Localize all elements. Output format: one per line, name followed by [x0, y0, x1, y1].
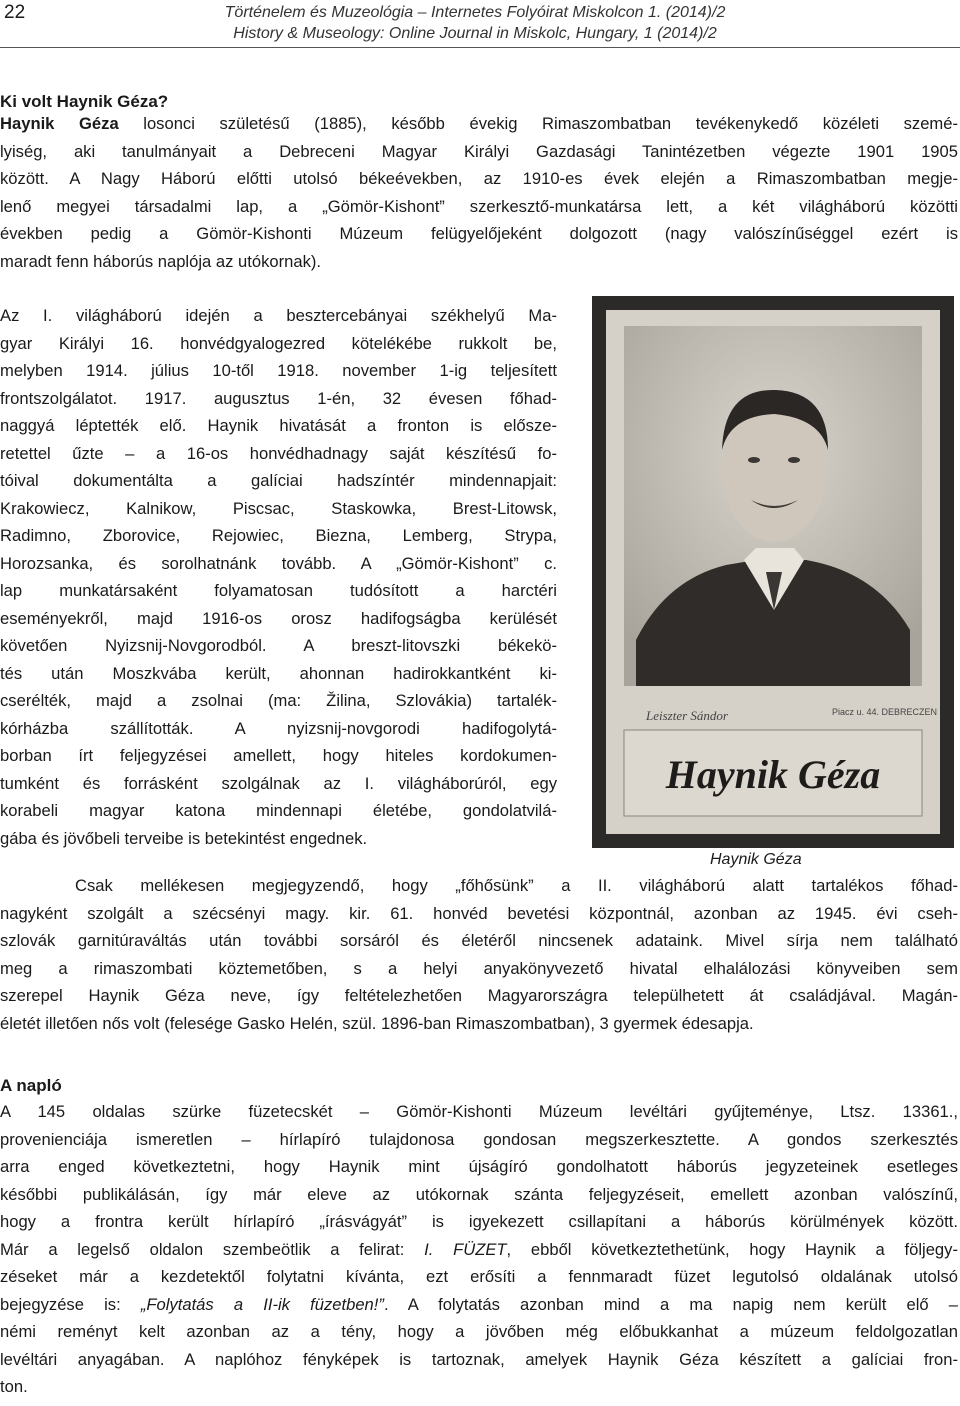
- text-line: Az I. világháború idején a besztercebányai székhelyű Ma-: [0, 306, 557, 325]
- text-line: A 145 oldalas szürke füzetecskét – Gömör-Kishonti Múzeum levéltári gyűjteménye, Ltsz. 13361.,: [0, 1102, 958, 1121]
- text-line: levéltári anyagában. A naplóhoz fényképek is tartoznak, amelyek Haynik Géza készített a galíciai fron-: [0, 1349, 958, 1369]
- text-line: lap munkatársaként folyamatosan tudósított a harctéri: [0, 581, 557, 600]
- text-line: meg a rimaszombati köztemetőben, s a helyi anyakönyvezető hivatal elhalálozási könyveiben sem: [0, 958, 958, 978]
- text-line: lenő megyei társadalmi lap, a „Gömör-Kishont” szerkesztő-munkatársa lett, a két világháború közötti: [0, 196, 958, 216]
- text-line: naggyá léptették elő. Haynik hivatását a fronton is előszе-: [0, 416, 557, 435]
- text-line: életét illetően nős volt (felesége Gasko Helén, szül. 1896-ban Rimaszombatban), 3 gyermek édesapja.: [0, 1013, 754, 1033]
- section-heading-ki-volt: Ki volt Haynik Géza?: [0, 92, 169, 111]
- text-fragment: . A folytatás azonban mind a ma napig nem került elő –: [383, 1294, 959, 1314]
- text-line: kórházba szállították. A nyizsnij-novgorodi hadifogolytá-: [0, 718, 557, 738]
- text-line: Krakowiecz, Kalnikow, Piscsac, Staskowka, Brest-Litowsk,: [0, 498, 557, 518]
- text-line: Radimno, Zborovice, Rejowiec, Biezna, Lemberg, Strypa,: [0, 526, 557, 545]
- text-line: gába és jövőbeli terveibe is betekintést engednek.: [0, 828, 368, 848]
- text-line: melyben 1914. július 10-től 1918. november 1-ig teljesített: [0, 361, 557, 380]
- text-line: tés után Moszkvába került, ahonnan hadirokkantként ki-: [0, 663, 557, 683]
- paragraph-intro: [0, 110, 958, 275]
- text-line: provenienciája ismeretlen – hírlapíró tulajdonosa gondosan megszerkesztette. A gondos szerkesztés: [0, 1129, 958, 1149]
- text-line: lyiség, aki tanulmányait a Debreceni Magyar Királyi Gazdasági Tanintézetben végezte 1901 1905: [0, 141, 958, 161]
- text-line: tumként és forrásként szolgálnak az I. világháborúról, egy: [0, 773, 557, 793]
- text-line: zéseket már a kezdetektől folytatni kívánta, ezt erősíti a fennmaradt füzet legutolsó oldalának utolsó: [0, 1267, 958, 1286]
- text-line: frontszolgálatot. 1917. augusztus 1-én, 32 évesen főhad-: [0, 388, 557, 408]
- text-line: retettel űzte – a 16-os honvédhadnagy saját készítésű fo-: [0, 443, 557, 463]
- text-line: Horozsanka, és sorolhatnánk tovább. A „Gömör-Kishont” c.: [0, 553, 557, 573]
- text-line: szlovák garnitúraváltás után további sorsáról és életéről nincsenek adataink. Mivel sírja nem található: [0, 931, 958, 950]
- text-fragment: , ebből következtethetünk, hogy Haynik a följegy-: [506, 1239, 958, 1259]
- text-line: [0, 110, 958, 138]
- text-fragment: losonci születésű (1885), később évekig Rimaszombatban tevékenykedő közéleti szemé-: [118, 114, 958, 133]
- text-line: tóival dokumentálta a galíciai hadszíntér mindennapjait:: [0, 471, 557, 490]
- text-line: hogy a frontra került hírlapíró „írásvágyát” is igyekezett csillapítani a háborús körülmények között.: [0, 1212, 958, 1231]
- handwritten-inscription: Haynik Géza: [665, 752, 881, 797]
- text-line: későbbi publikálásán, így már eleve az utókornak szánta feljegyzéseit, emellett azonban valószínű,: [0, 1184, 958, 1204]
- text-line: Csak mellékesen megjegyzendő, hogy „főhősünk” a II. világháború alatt tartalékos főhad-: [75, 876, 958, 895]
- text-fragment: bejegyzése is:: [0, 1294, 141, 1314]
- text-line: borban írt feljegyzései amellett, hogy hiteles kordokumen-: [0, 746, 557, 765]
- studio-address: Piacz u. 44. DEBRECZEN: [832, 707, 938, 717]
- text-line: maradt fenn háborús naplója az utókornak).: [0, 251, 322, 271]
- italic-fragment: „Folytatás a II-ik füzetben!”: [140, 1294, 384, 1314]
- bold-name: Haynik Géza: [0, 114, 119, 133]
- studio-signature: Leiszter Sándor: [646, 708, 728, 723]
- running-header: [205, 2, 745, 44]
- header-rule: [0, 47, 960, 48]
- page-number: 22: [4, 2, 26, 23]
- text-line: követően Nyizsnij-Novgorodból. A breszt-litovszki békekö-: [0, 636, 557, 655]
- text-line: ton.: [0, 1377, 28, 1396]
- text-line: cserélték, majd a zsolnai (ma: Žilina, Szlovákia) tartalék-: [0, 691, 557, 710]
- text-line: eseményekről, majd 1916-os orosz hadifogságba kerülését: [0, 608, 557, 628]
- text-line: némi reményt kelt azonban az a tény, hogy a jövőben még előbukkanhat a múzeum feldolgozatlan: [0, 1322, 958, 1341]
- section-heading-a-naplo: A napló: [0, 1076, 62, 1095]
- paragraph-war-service: [0, 302, 557, 852]
- paragraph-diary: [0, 1098, 958, 1401]
- text-line: arra enged következtetni, hogy Haynik mint újságíró gondolhatott háborús jegyzeteinek esetleges: [0, 1157, 958, 1176]
- text-fragment: Már a legelső oldalon szembeötlik a felirat:: [0, 1239, 425, 1259]
- journal-title-hu: Történelem és Muzeológia – Internetes Folyóirat Miskolcon 1. (2014)/2: [224, 4, 726, 21]
- text-line: szerepel Haynik Géza neve, így feltételezhetően Magyarországra települhetett át családjával. Magán-: [0, 986, 958, 1005]
- journal-title-en: History & Museology: Online Journal in Miskolc, Hungary, 1 (2014)/2: [233, 25, 717, 42]
- photo-caption: Haynik Géza: [710, 851, 802, 868]
- text-line: korabeli magyar katona mindennapi életébe, gondolatvilá-: [0, 801, 557, 820]
- photo-print: [606, 310, 940, 834]
- text-line: években pedig a Gömör-Kishonti Múzeum felügyelőjeként dolgozott (nagy valószínűséggel ezért is: [0, 224, 958, 243]
- italic-fragment: I. FÜZET: [424, 1239, 507, 1259]
- portrait-image: [606, 310, 940, 834]
- portrait-photo: [592, 296, 954, 848]
- text-line: között. A Nagy Háború előtti utolsó békeévekben, az 1910-es évek elején a Rimaszombatban megje-: [0, 169, 958, 188]
- text-line: [0, 1291, 958, 1319]
- text-line: [0, 1236, 958, 1264]
- text-line: nagyként szolgált a szécsényi magy. kir. 61. honvéd bevetési központnál, azonban az 1945. évi cseh-: [0, 903, 958, 923]
- text-line: gyar Királyi 16. honvédgyalogezred kötelékébe rukkolt be,: [0, 333, 557, 353]
- paragraph-later-life: [0, 872, 958, 1037]
